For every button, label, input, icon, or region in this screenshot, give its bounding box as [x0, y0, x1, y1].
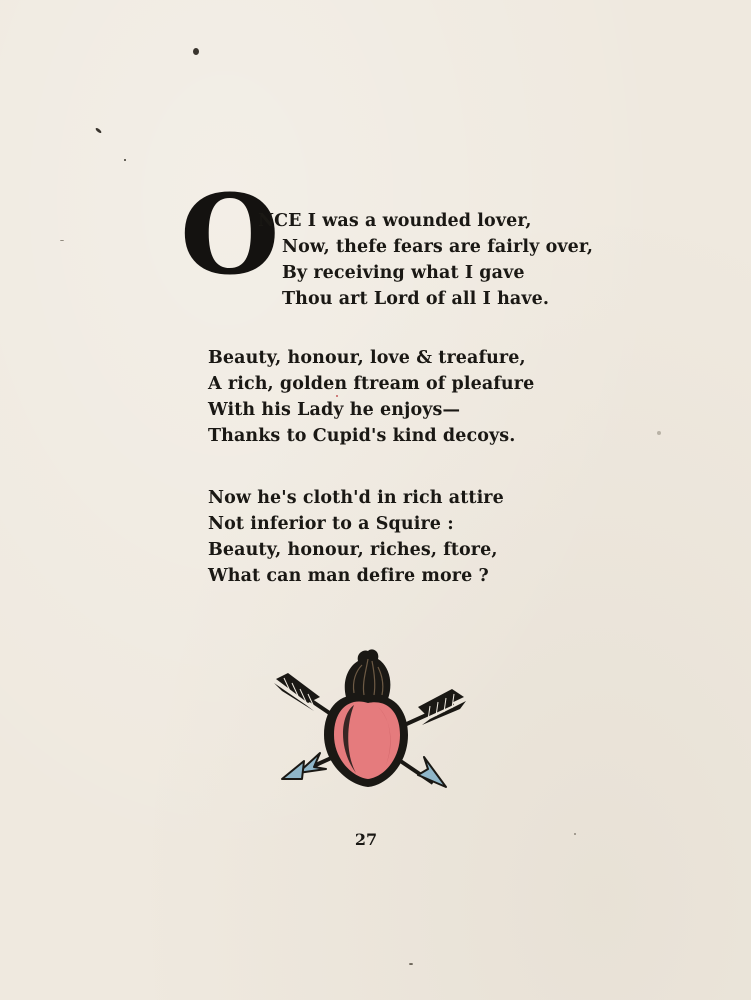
paper-speck — [95, 127, 102, 134]
poem-line: Thanks to Cupid's kind decoys. — [208, 426, 516, 446]
stanza-1 — [258, 208, 593, 312]
paper-speck — [60, 240, 64, 241]
poem-line: Thou art Lord of all I have. — [282, 289, 550, 309]
poem-line: NCE I was a wounded lover, — [258, 211, 532, 231]
paper-speck — [193, 48, 199, 55]
paper-speck — [657, 431, 661, 435]
paper-speck — [124, 159, 126, 161]
paper-speck — [574, 833, 576, 835]
drop-cap-letter: O — [180, 170, 280, 299]
poem-line: With his Lady he enjoys— — [208, 400, 461, 420]
poem-line: A rich, golden ftream of pleafure — [208, 374, 535, 394]
poem-line: Not inferior to a Squire : — [208, 514, 454, 534]
poem-line: Beauty, honour, love & treafure, — [208, 348, 526, 368]
stanza-2 — [208, 345, 534, 449]
poem-line: What can man defire more ? — [208, 566, 489, 586]
poem-line: Beauty, honour, riches, ftore, — [208, 540, 498, 560]
poem-line: Now, thefe fears are fairly over, — [282, 237, 594, 257]
poem-line: By receiving what I gave — [282, 263, 525, 283]
flaming-heart-pierced-by-arrows-icon — [268, 645, 468, 795]
paper-speck — [409, 963, 413, 965]
stanza-3 — [208, 485, 504, 589]
poem-line: Now he's cloth'd in rich attire — [208, 488, 504, 508]
page-number: 27 — [354, 830, 378, 849]
